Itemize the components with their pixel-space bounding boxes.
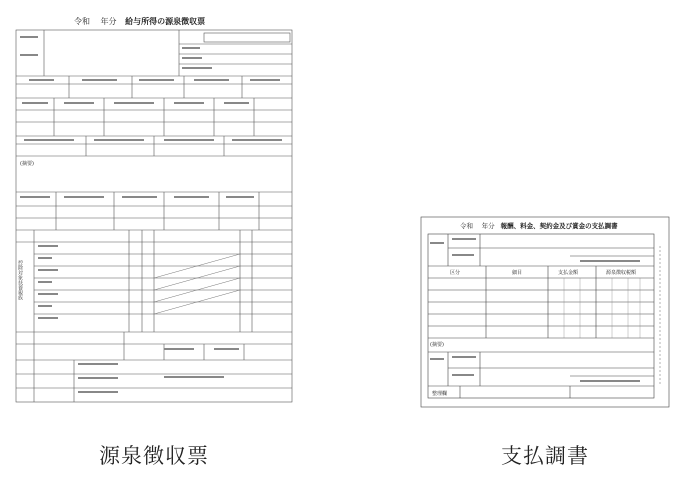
form1-title-main: 給与所得の源泉徴収票 [125, 17, 206, 26]
form2-header-kubun: 区分 [450, 270, 461, 276]
form2-header-tax: 源泉徴収税額 [606, 270, 637, 276]
form1-outer-frame [16, 30, 292, 402]
form2-title-prefix: 令和 年分 [460, 222, 495, 230]
gensen-caption: 源泉徴収票 [99, 444, 209, 468]
form2-title [460, 221, 660, 230]
form1-title-prefix: 令和 年分 [74, 17, 117, 26]
form1-summary-label: (摘要) [20, 161, 34, 167]
form2-outer-frame [428, 234, 654, 398]
gensen-form-drawing [14, 14, 294, 406]
gensen-choshuhyo-form [14, 14, 294, 406]
form2-summary-label: (摘要) [430, 342, 444, 348]
form2-header-detail: 細目 [512, 270, 523, 276]
shiharai-form-drawing [420, 216, 670, 408]
shiharai-chosho-form [420, 216, 670, 408]
form2-title-main: 報酬、料金、契約金及び賞金の支払調書 [500, 222, 618, 230]
form2-seiri-label: 整理欄 [432, 391, 448, 397]
shiharai-caption: 支払調書 [501, 444, 589, 468]
form2-paper-border [421, 217, 669, 407]
form1-title [74, 16, 274, 27]
form2-header-amount: 支払金額 [558, 270, 579, 276]
form1-vertical-label: 控除対象扶養親族 [17, 260, 23, 300]
